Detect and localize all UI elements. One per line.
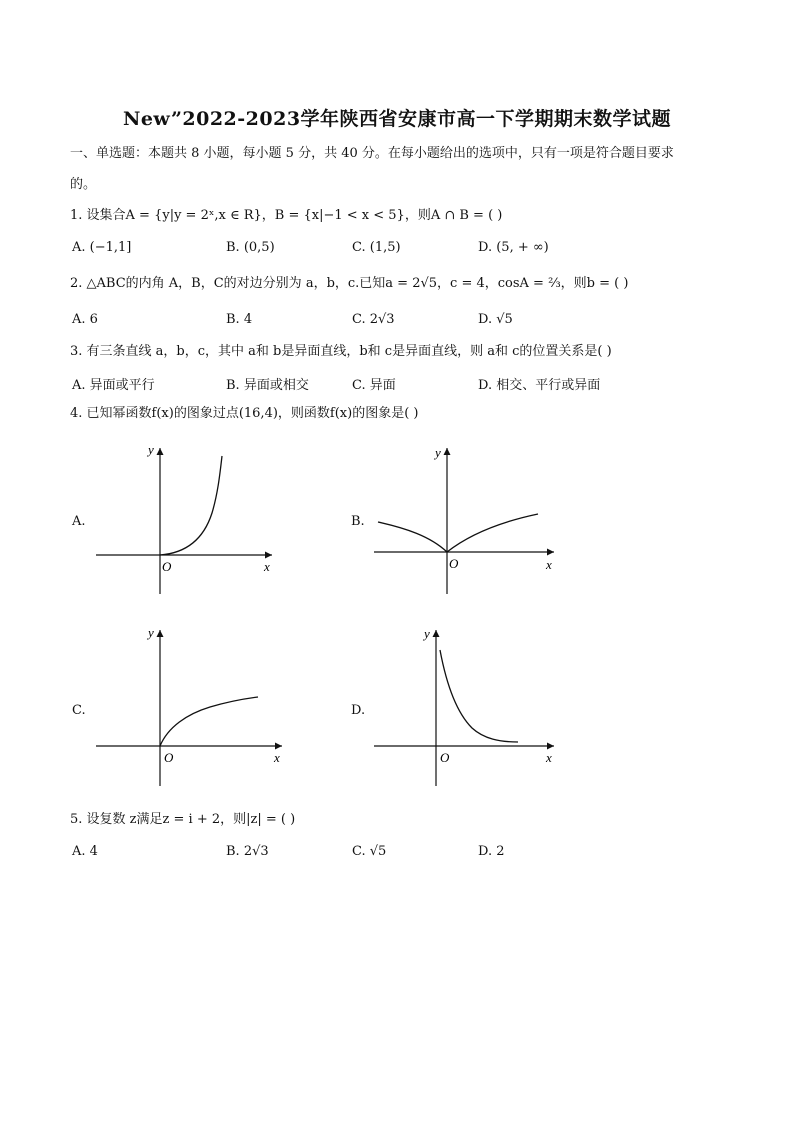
question-1-stem: 1. 设集合A = {y|y = 2ˣ,x ∈ R}，B = {x|−1 < x < 5}，则A ∩ B = ( ) [70, 208, 503, 223]
origin-label: O [162, 559, 172, 574]
x-axis-label: x [546, 750, 552, 765]
question-5-stem: 5. 设复数 z满足z = i + 2，则|z| = ( ) [70, 812, 296, 827]
origin-label: O [440, 750, 450, 765]
question-2-stem: 2. △ABC的内角 A，B，C的对边分别为 a，b，c.已知a = 2√5，c = 4，cosA = ⅔，则b = ( ) [70, 276, 629, 291]
origin-label: O [164, 750, 174, 765]
section-header-line1: 一、单选题：本题共 8 小题，每小题 5 分，共 40 分。在每小题给出的选项中，只有一项是符合题目要求 [70, 146, 674, 161]
question-1-option-d: D. (5, + ∞) [478, 240, 549, 255]
x-axis-label: x [264, 559, 270, 574]
question-1-option-c: C. (1,5) [352, 240, 401, 255]
question-3-option-d: D. 相交、平行或异面 [478, 378, 601, 393]
question-2-option-a: A. 6 [72, 312, 98, 327]
question-1-option-b: B. (0,5) [226, 240, 275, 255]
page-title: New”2022-2023学年陕西省安康市高一下学期期末数学试题 [122, 108, 672, 130]
question-3-option-b: B. 异面或相交 [226, 378, 309, 393]
origin-label: O [449, 556, 459, 571]
question-3-option-c: C. 异面 [352, 378, 396, 393]
curve-b-left [378, 522, 447, 552]
question-4-option-d: D. [351, 703, 366, 718]
graph-b [370, 438, 560, 598]
question-2-option-d: D. √5 [478, 312, 513, 327]
y-axis-label: y [435, 445, 441, 460]
graph-c [92, 622, 292, 790]
graph-a [92, 438, 282, 598]
question-3-option-a: A. 异面或平行 [72, 378, 155, 393]
question-5-option-c: C. √5 [352, 844, 387, 859]
question-4-stem: 4. 已知幂函数f(x)的图象过点(16,4)，则函数f(x)的图象是( ) [70, 406, 419, 421]
question-5-option-a: A. 4 [72, 844, 98, 859]
question-4-option-b: B. [351, 514, 365, 529]
x-axis-label: x [274, 750, 280, 765]
question-1-option-a: A. (−1,1] [72, 240, 132, 255]
question-5-option-d: D. 2 [478, 844, 505, 859]
curve-d [440, 650, 518, 742]
x-axis-label: x [546, 557, 552, 572]
question-2-option-c: C. 2√3 [352, 312, 395, 327]
section-header-line2: 的。 [70, 177, 97, 192]
y-axis-label: y [148, 442, 154, 457]
question-5-option-b: B. 2√3 [226, 844, 269, 859]
y-axis-label: y [424, 626, 430, 641]
graph-d [370, 622, 560, 790]
curve-b-right [447, 514, 538, 552]
question-4-option-c: C. [72, 703, 86, 718]
question-2-option-b: B. 4 [226, 312, 253, 327]
question-4-option-a: A. [72, 514, 86, 529]
curve-c [160, 697, 258, 746]
curve-a [160, 456, 222, 555]
question-3-stem: 3. 有三条直线 a，b，c，其中 a和 b是异面直线，b和 c是异面直线，则 a和 c的位置关系是( ) [70, 344, 612, 359]
y-axis-label: y [148, 625, 154, 640]
